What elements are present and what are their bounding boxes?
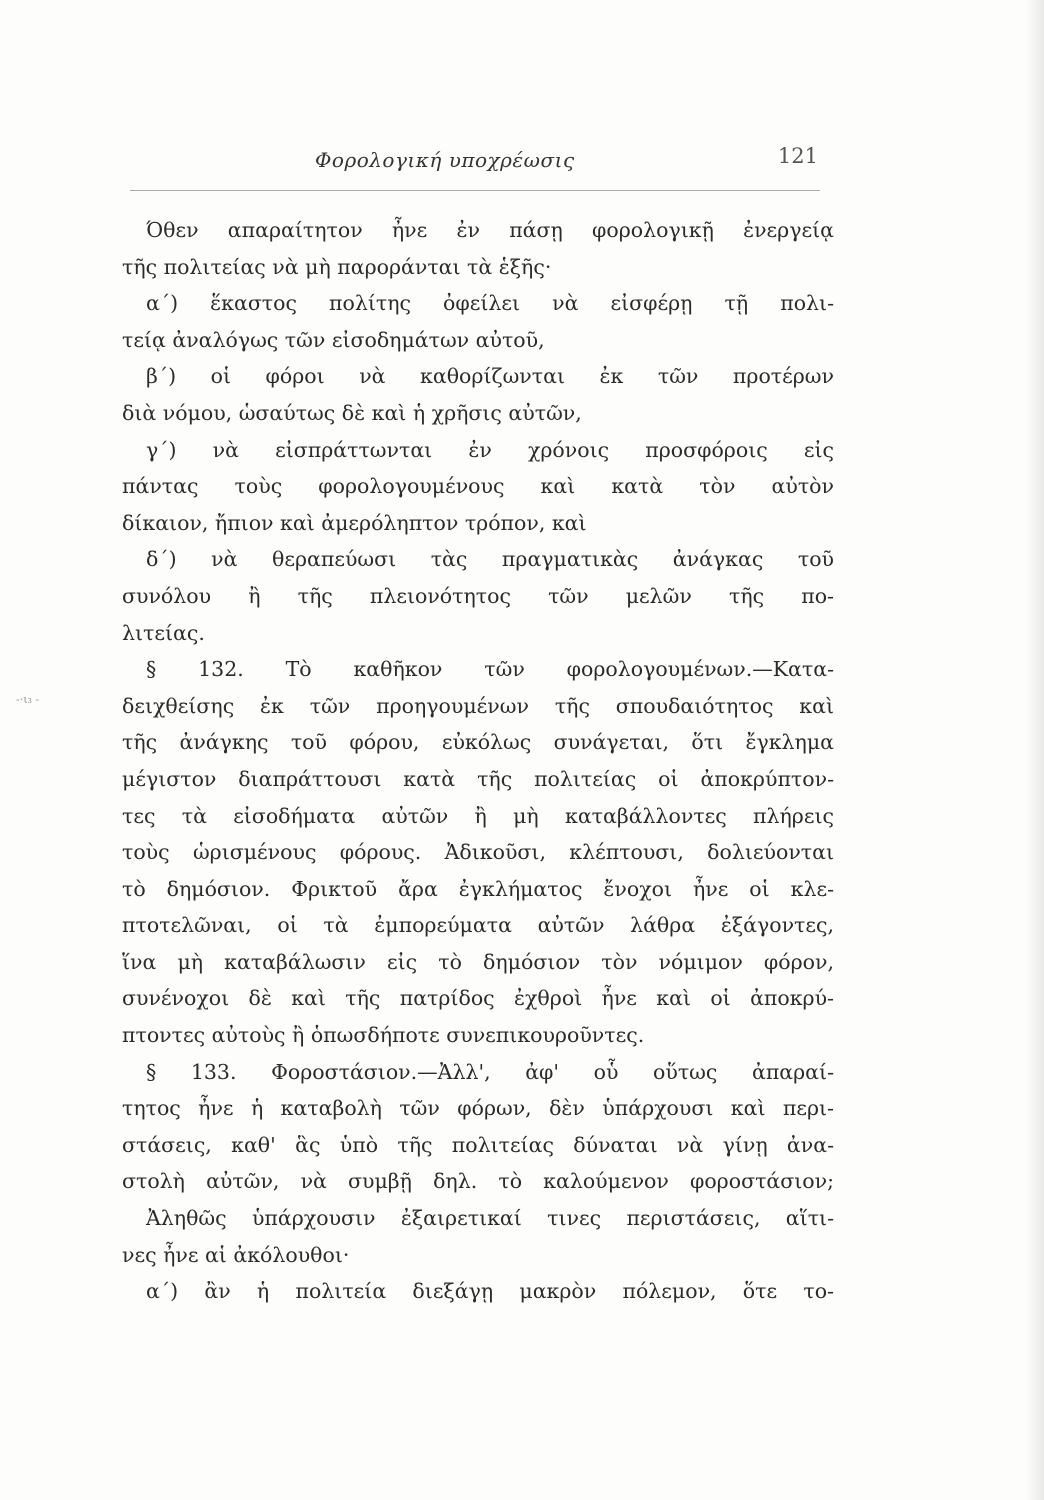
text-line: δειχθείσης ἐκ τῶν προηγουμένων τῆς σπουδαιότητος καὶ xyxy=(122,693,834,718)
text-line: δ΄) νὰ θεραπεύωσι τὰς πραγματικὰς ἀνάγκας τοῦ xyxy=(146,547,834,572)
running-title: Φορολογική υποχρέωσις xyxy=(315,148,575,172)
text-line: τῆς πολιτείας νὰ μὴ παροράνται τὰ ἑξῆς· xyxy=(122,254,552,279)
text-line: πάντας τοὺς φορολογουμένους καὶ κατὰ τὸν αὐτὸν xyxy=(122,474,834,499)
text-line: § 133. Φοροστάσιον.—Ἀλλ', ἀφ' οὗ οὕτως ἀπαραί- xyxy=(146,1059,834,1084)
text-line: γ΄) νὰ εἰσπράττωνται ἐν χρόνοις προσφόροις εἰς xyxy=(146,437,834,462)
body-text xyxy=(122,212,834,1310)
text-line: § 132. Τὸ καθῆκον τῶν φορολογουμένων.—Κατα- xyxy=(146,657,834,682)
text-line: τὸ δημόσιον. Φρικτοῦ ἄρα ἐγκλήματος ἔνοχοι ἦνε οἱ κλε- xyxy=(122,876,834,901)
text-line: β΄) οἱ φόροι νὰ καθορίζωνται ἐκ τῶν προτέρων xyxy=(146,364,834,389)
text-line: δίκαιον, ἤπιον καὶ ἀμερόληπτον τρόπον, καὶ xyxy=(122,510,587,535)
text-line: τητος ἦνε ἡ καταβολὴ τῶν φόρων, δὲν ὑπάρχουσι καὶ περι- xyxy=(122,1096,834,1121)
text-line: στολὴ αὐτῶν, νὰ συμβῇ δηλ. τὸ καλούμενον φοροστάσιον; xyxy=(122,1169,834,1194)
text-line: συνένοχοι δὲ καὶ τῆς πατρίδος ἐχθροὶ ἦνε καὶ οἱ ἀποκρύ- xyxy=(122,986,834,1011)
text-line: τες τὰ εἰσοδήματα αὐτῶν ἢ μὴ καταβάλλοντες πλήρεις xyxy=(122,803,834,828)
text-line: τῆς ἀνάγκης τοῦ φόρου, εὐκόλως συνάγεται, ὅτι ἔγκλημα xyxy=(122,730,834,755)
text-line: Ἀληθῶς ὑπάρχουσιν ἐξαιρετικαί τινες περιστάσεις, αἵτι- xyxy=(146,1206,834,1231)
text-line: α΄) ἂν ἡ πολιτεία διεξάγῃ μακρὸν πόλεμον, ὅτε το- xyxy=(146,1279,834,1304)
text-line: τοὺς ὡρισμένους φόρους. Ἀδικοῦσι, κλέπτουσι, δολιεύονται xyxy=(122,840,834,865)
page-edge-shadow xyxy=(1026,0,1044,1500)
text-line: πτοτελῶναι, οἱ τὰ ἐμπορεύματα αὐτῶν λάθρα ἐξάγοντες, xyxy=(122,913,834,938)
text-line: τείᾳ ἀναλόγως τῶν εἰσοδημάτων αὐτοῦ, xyxy=(122,327,545,352)
text-line: πτοντες αὐτοὺς ἢ ὁπωσδήποτε συνεπικουροῦντες. xyxy=(122,1023,645,1048)
text-line: στάσεις, καθ' ἃς ὑπὸ τῆς πολιτείας δύναται νὰ γίνῃ ἀνα- xyxy=(122,1132,834,1157)
text-line: α΄) ἕκαστος πολίτης ὀφείλει νὰ εἰσφέρῃ τῇ πολι- xyxy=(146,291,834,316)
text-line: λιτείας. xyxy=(122,620,205,645)
margin-mark: -·ι₃ - xyxy=(16,693,40,706)
page-header xyxy=(140,144,822,180)
header-rule xyxy=(130,190,820,191)
text-line: συνόλου ἢ τῆς πλειονότητος τῶν μελῶν τῆς πο- xyxy=(122,583,834,608)
text-line: Όθεν απαραίτητον ἦνε ἐν πάσῃ φορολογικῇ ἐνεργείᾳ xyxy=(146,218,834,242)
text-line: ἵνα μὴ καταβάλωσιν εἰς τὸ δημόσιον τὸν νόμιμον φόρον, xyxy=(122,949,834,974)
text-line: διὰ νόμου, ὡσαύτως δὲ καὶ ἡ χρῆσις αὐτῶν, xyxy=(122,400,582,425)
page-number: 121 xyxy=(777,144,818,168)
text-line: νες ἦνε αἱ ἀκόλουθοι· xyxy=(122,1242,350,1267)
text-line: μέγιστον διαπράττουσι κατὰ τῆς πολιτείας οἱ ἀποκρύπτον- xyxy=(122,766,834,791)
